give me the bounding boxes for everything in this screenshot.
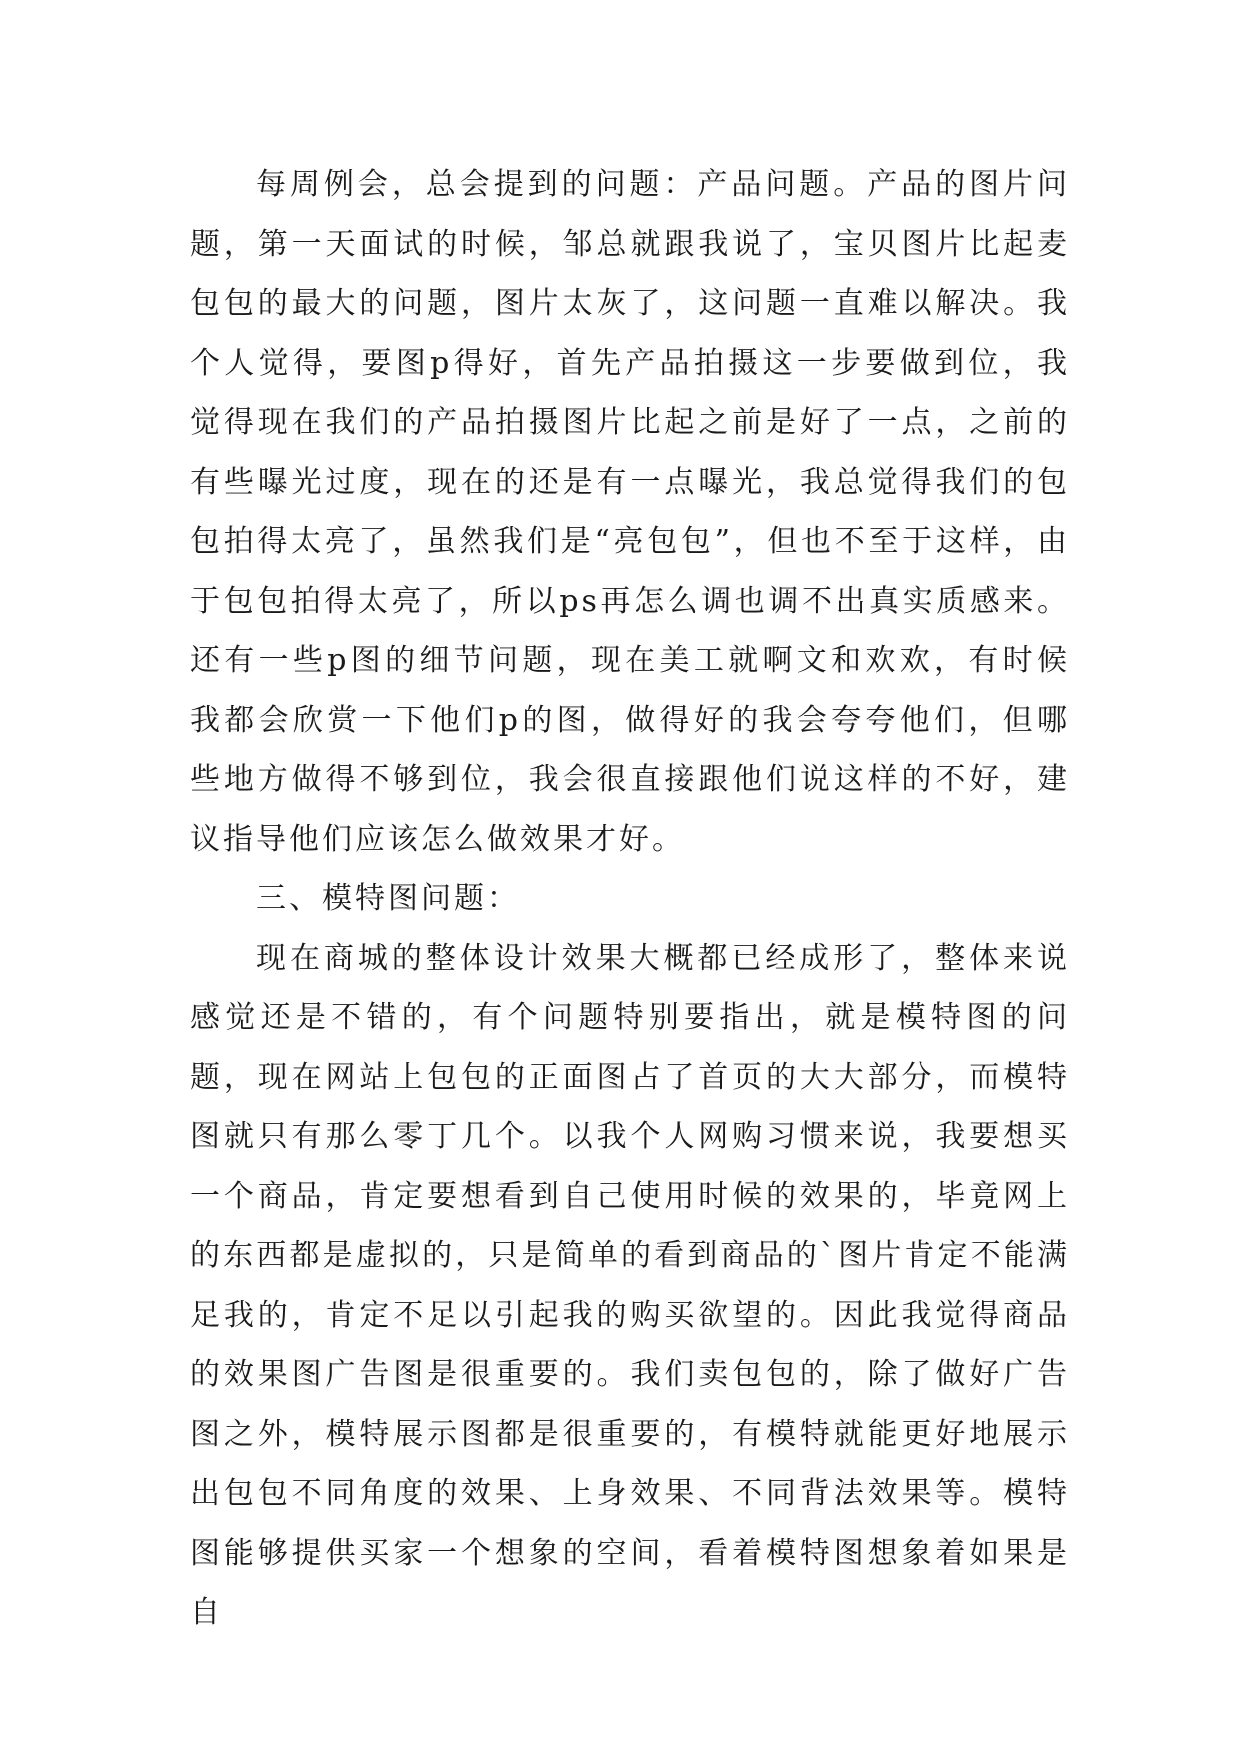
section-heading-model-photos: 三、模特图问题： <box>256 881 520 916</box>
document-body <box>190 155 1070 1643</box>
paragraph-product-photo-issues: 每周例会，总会提到的问题：产品问题。产品的图片问题，第一天面试的时候，邹总就跟我说了，宝贝图片比起麦包包的最大的问题，图片太灰了，这问题一直难以解决。我个人觉得，要图p得好，首先产品拍摄这一步要做到位，我觉得现在我们的产品拍摄图片比起之前是好了一点，之前的有些曝光过度，现在的还是有一点曝光，我总觉得我们的包包拍得太亮了，虽然我们是“亮包包”，但也不至于这样，由于包包拍得太亮了，所以ps再怎么调也调不出真实质感来。还有一些p图的细节问题，现在美工就啊文和欢欢，有时候我都会欣赏一下他们p的图，做得好的我会夸夸他们，但哪些地方做得不够到位，我会很直接跟他们说这样的不好，建议指导他们应该怎么做效果才好。 <box>190 167 1070 857</box>
paragraph-model-photo-issues: 现在商城的整体设计效果大概都已经成形了，整体来说感觉还是不错的，有个问题特别要指出，就是模特图的问题，现在网站上包包的正面图占了首页的大大部分，而模特图就只有那么零丁几个。以我个人网购习惯来说，我要想买一个商品，肯定要想看到自己使用时候的效果的，毕竟网上的东西都是虚拟的，只是简单的看到商品的`图片肯定不能满足我的，肯定不足以引起我的购买欲望的。因此我觉得商品的效果图广告图是很重要的。我们卖包包的，除了做好广告图之外，模特展示图都是很重要的，有模特就能更好地展示出包包不同角度的效果、上身效果、不同背法效果等。模特图能够提供买家一个想象的空间，看着模特图想象着如果是自 <box>190 940 1070 1630</box>
